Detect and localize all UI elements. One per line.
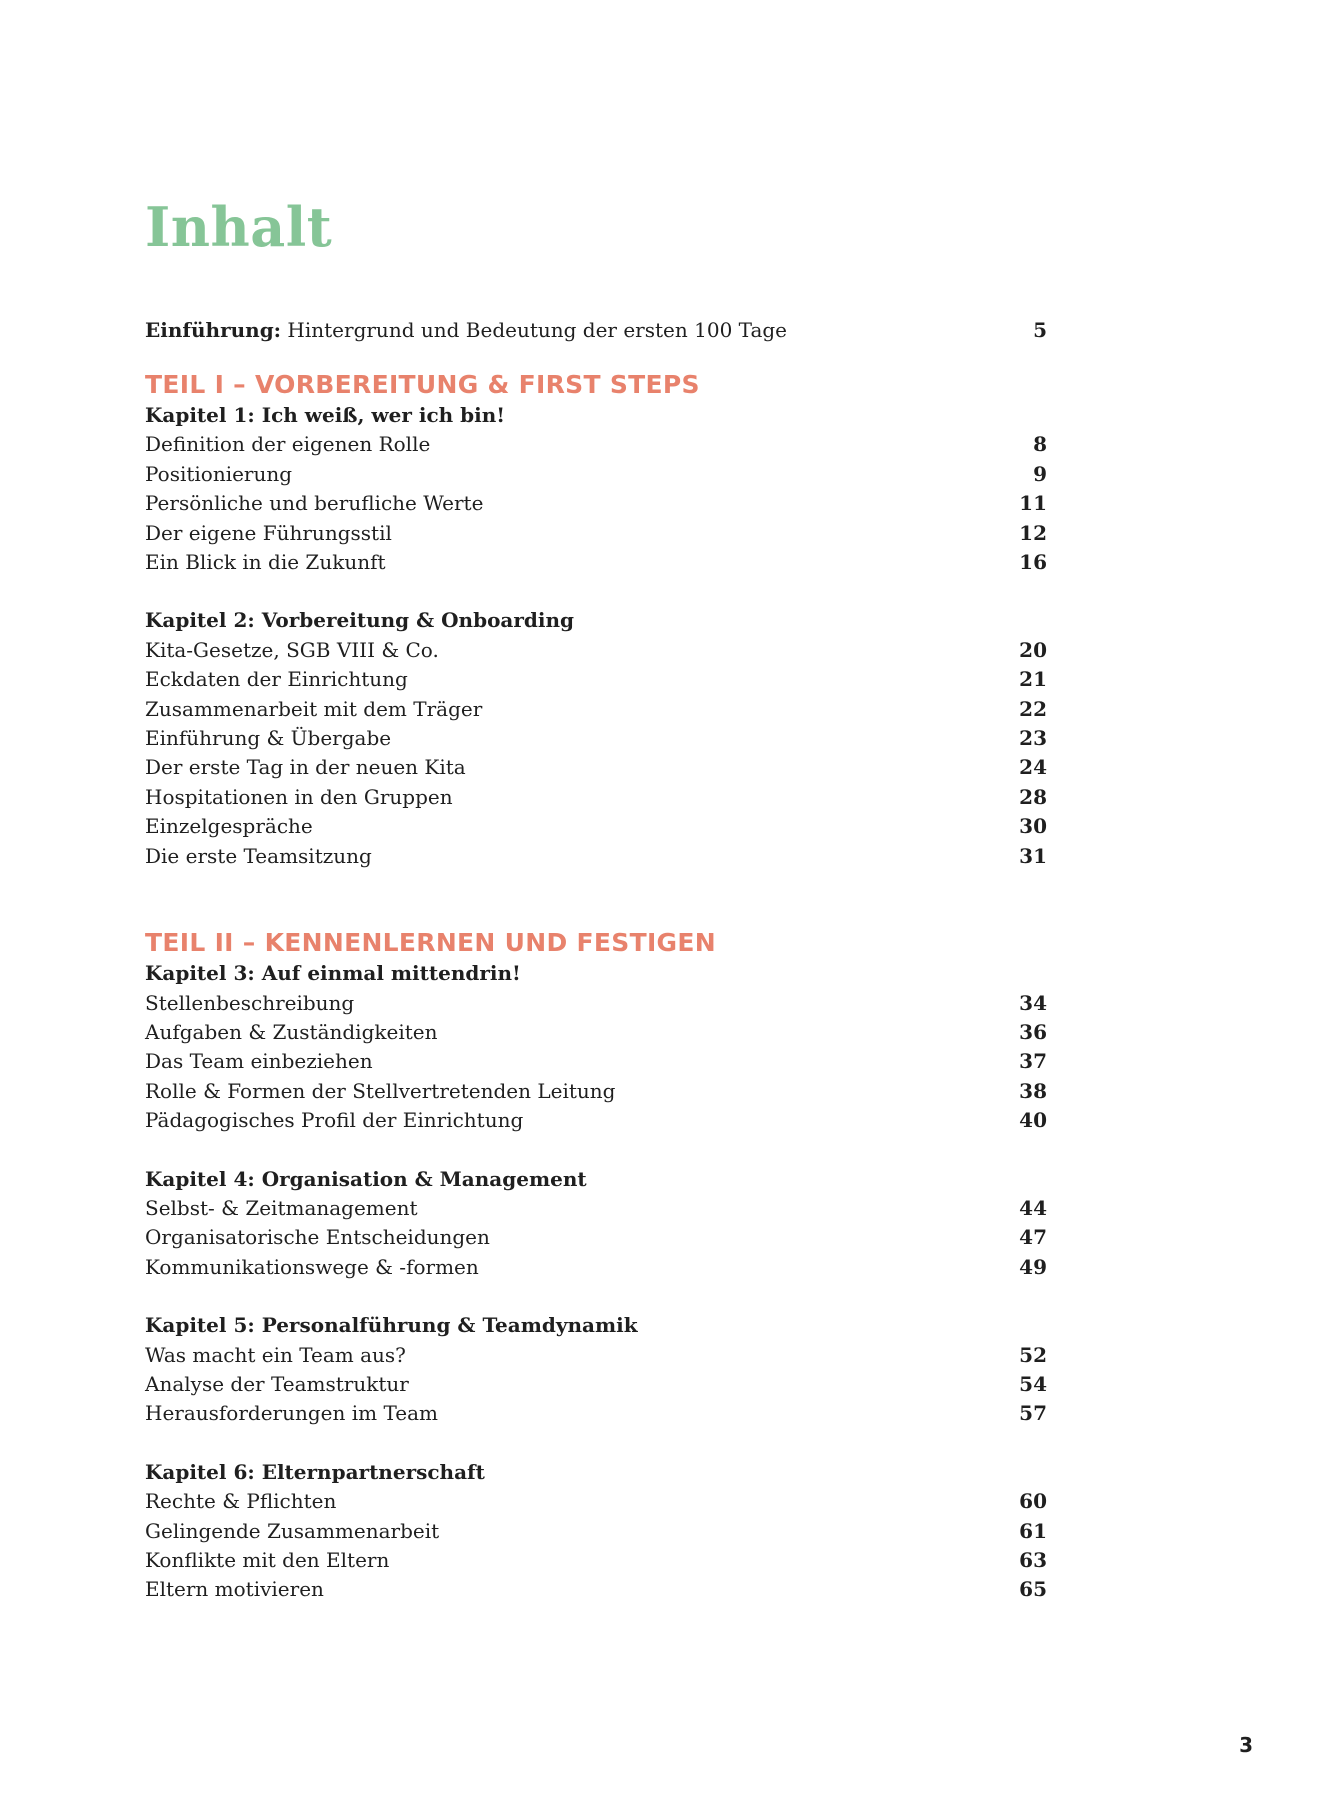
toc-entry-label: Eckdaten der Einrichtung [145, 667, 408, 692]
toc-page-number: 44 [1019, 1195, 1047, 1220]
toc-entry-label: Stellenbeschreibung [145, 990, 355, 1015]
toc-page-number: 60 [1019, 1489, 1047, 1514]
toc-chapter-block [145, 401, 1047, 577]
toc-intro-bold: Einführung: [145, 318, 282, 342]
toc-entry[interactable] [145, 1487, 1047, 1516]
toc-entry-label: Kita-Gesetze, SGB VIII & Co. [145, 637, 439, 662]
toc-chapter-block [145, 1165, 1047, 1283]
toc-intro-label [145, 315, 787, 345]
toc-page-number: 40 [1019, 1108, 1047, 1133]
toc-entry[interactable] [145, 519, 1047, 548]
toc-chapter-heading[interactable]: Kapitel 2: Vorbereitung & Onboarding [145, 608, 575, 633]
toc-entry[interactable] [145, 1370, 1047, 1399]
toc-page-number: 31 [1019, 843, 1047, 868]
toc-part-heading: TEIL I – VORBEREITUNG & FIRST STEPS [145, 370, 700, 399]
toc-page-number: 24 [1019, 755, 1047, 780]
toc-entry[interactable] [145, 1223, 1047, 1252]
toc-entry-label: Der eigene Führungsstil [145, 520, 392, 545]
toc-entry-label: Was macht ein Team aus? [145, 1342, 406, 1367]
toc-page-number: 61 [1019, 1518, 1047, 1543]
toc-entry[interactable] [145, 753, 1047, 782]
toc-entry-label: Rechte & Pflichten [145, 1489, 337, 1514]
toc-page-number: 52 [1019, 1342, 1047, 1367]
toc-page-number: 65 [1019, 1577, 1047, 1602]
toc-page-number: 57 [1019, 1401, 1047, 1426]
toc-entry-label: Der erste Tag in der neuen Kita [145, 755, 466, 780]
toc-entry-label: Ein Blick in die Zukunft [145, 550, 386, 575]
toc-page-number: 23 [1019, 726, 1047, 751]
toc-entry-label: Analyse der Teamstruktur [145, 1371, 409, 1396]
toc-chapter-heading[interactable]: Kapitel 3: Auf einmal mittendrin! [145, 961, 521, 986]
toc-page-number: 28 [1019, 784, 1047, 809]
toc-page-number: 38 [1019, 1078, 1047, 1103]
toc-page-number: 47 [1019, 1225, 1047, 1250]
toc-page-number: 9 [1033, 461, 1047, 486]
toc-entry[interactable] [145, 1341, 1047, 1370]
toc-entry[interactable] [145, 989, 1047, 1018]
toc-entry[interactable] [145, 1106, 1047, 1135]
toc-page-number: 12 [1019, 520, 1047, 545]
toc-entry-label: Organisatorische Entscheidungen [145, 1225, 490, 1250]
toc-page-number: 34 [1019, 990, 1047, 1015]
toc-entry-label: Kommunikationswege & -formen [145, 1254, 479, 1279]
toc-entry[interactable] [145, 783, 1047, 812]
toc-entry-label: Einführung & Übergabe [145, 726, 392, 751]
toc-page-number: 30 [1019, 814, 1047, 839]
toc-entry[interactable] [145, 460, 1047, 489]
toc-chapter-block [145, 1458, 1047, 1605]
toc-entry[interactable] [145, 665, 1047, 694]
toc-part-2 [145, 927, 1047, 1605]
toc-entry-label: Herausforderungen im Team [145, 1401, 438, 1426]
toc-entry[interactable] [145, 724, 1047, 753]
toc-chapter-block [145, 959, 1047, 1135]
toc-entry-label: Konflikte mit den Eltern [145, 1548, 390, 1572]
toc-entry[interactable] [145, 1253, 1047, 1282]
page-title: Inhalt [145, 195, 333, 259]
toc-entry-label: Hospitationen in den Gruppen [145, 784, 453, 809]
toc-chapter-heading[interactable]: Kapitel 1: Ich weiß, wer ich bin! [145, 403, 506, 427]
toc-page-number: 63 [1019, 1548, 1047, 1572]
toc-page-number: 22 [1019, 696, 1047, 721]
toc-entry[interactable] [145, 1047, 1047, 1076]
toc-chapter-heading[interactable]: Kapitel 5: Personalführung & Teamdynamik [145, 1313, 638, 1338]
toc-entry[interactable] [145, 1077, 1047, 1106]
toc-entry-label: Die erste Teamsitzung [145, 843, 372, 868]
toc-entry-label: Persönliche und berufliche Werte [145, 491, 484, 516]
toc-entry[interactable] [145, 812, 1047, 841]
toc-entry[interactable] [145, 548, 1047, 577]
toc-entry-label: Zusammenarbeit mit dem Träger [145, 696, 483, 721]
toc-page-number: 11 [1019, 491, 1047, 516]
toc-intro-text: Hintergrund und Bedeutung der ersten 100 Tage [281, 318, 787, 342]
toc-entry-label: Eltern motivieren [145, 1577, 324, 1602]
toc-entry[interactable] [145, 695, 1047, 724]
toc-part-1 [145, 369, 1047, 871]
toc-entry-label: Aufgaben & Zuständigkeiten [145, 1019, 438, 1044]
toc-entry-label: Positionierung [145, 461, 293, 486]
toc-entry-label: Einzelgespräche [145, 814, 313, 839]
toc-intro-entry[interactable] [145, 315, 1047, 345]
toc-chapter-block [145, 1311, 1047, 1429]
toc-entry[interactable] [145, 1517, 1047, 1546]
toc-page-number: 16 [1019, 550, 1047, 575]
toc-page-number: 5 [1033, 318, 1047, 342]
toc-entry-label: Gelingende Zusammenarbeit [145, 1518, 440, 1543]
toc-entry[interactable] [145, 636, 1047, 665]
toc-page-number: 49 [1019, 1254, 1047, 1279]
toc-page-number: 37 [1019, 1049, 1047, 1074]
toc-entry-label: Rolle & Formen der Stellvertretenden Leitung [145, 1078, 616, 1103]
toc-entry[interactable] [145, 1399, 1047, 1428]
toc-part-heading: TEIL II – KENNENLERNEN UND FESTIGEN [145, 928, 716, 958]
toc-entry-label: Definition der eigenen Rolle [145, 432, 431, 457]
toc-entry[interactable] [145, 1546, 1047, 1575]
toc-page-number: 21 [1019, 667, 1047, 692]
toc-page-number: 36 [1019, 1019, 1047, 1044]
toc-entry-label: Selbst- & Zeitmanagement [145, 1195, 418, 1220]
toc-entry[interactable] [145, 430, 1047, 459]
page-footer-number: 3 [1239, 1733, 1253, 1757]
toc-chapter-heading[interactable]: Kapitel 6: Elternpartnerschaft [145, 1459, 485, 1484]
toc-entry[interactable] [145, 1018, 1047, 1047]
toc-entry[interactable] [145, 1575, 1047, 1604]
toc-entry[interactable] [145, 842, 1047, 871]
toc-page-number: 54 [1019, 1371, 1047, 1396]
table-of-contents [145, 195, 1047, 1634]
toc-entry[interactable] [145, 489, 1047, 518]
toc-page-number: 20 [1019, 637, 1047, 662]
toc-chapter-heading[interactable]: Kapitel 4: Organisation & Management [145, 1166, 587, 1191]
toc-chapter-block [145, 606, 1047, 871]
toc-entry-label: Pädagogisches Profil der Einrichtung [145, 1108, 524, 1133]
toc-page-number: 8 [1033, 432, 1047, 457]
toc-entry-label: Das Team einbeziehen [145, 1049, 373, 1074]
toc-parts [145, 369, 1047, 1605]
toc-entry[interactable] [145, 1194, 1047, 1223]
